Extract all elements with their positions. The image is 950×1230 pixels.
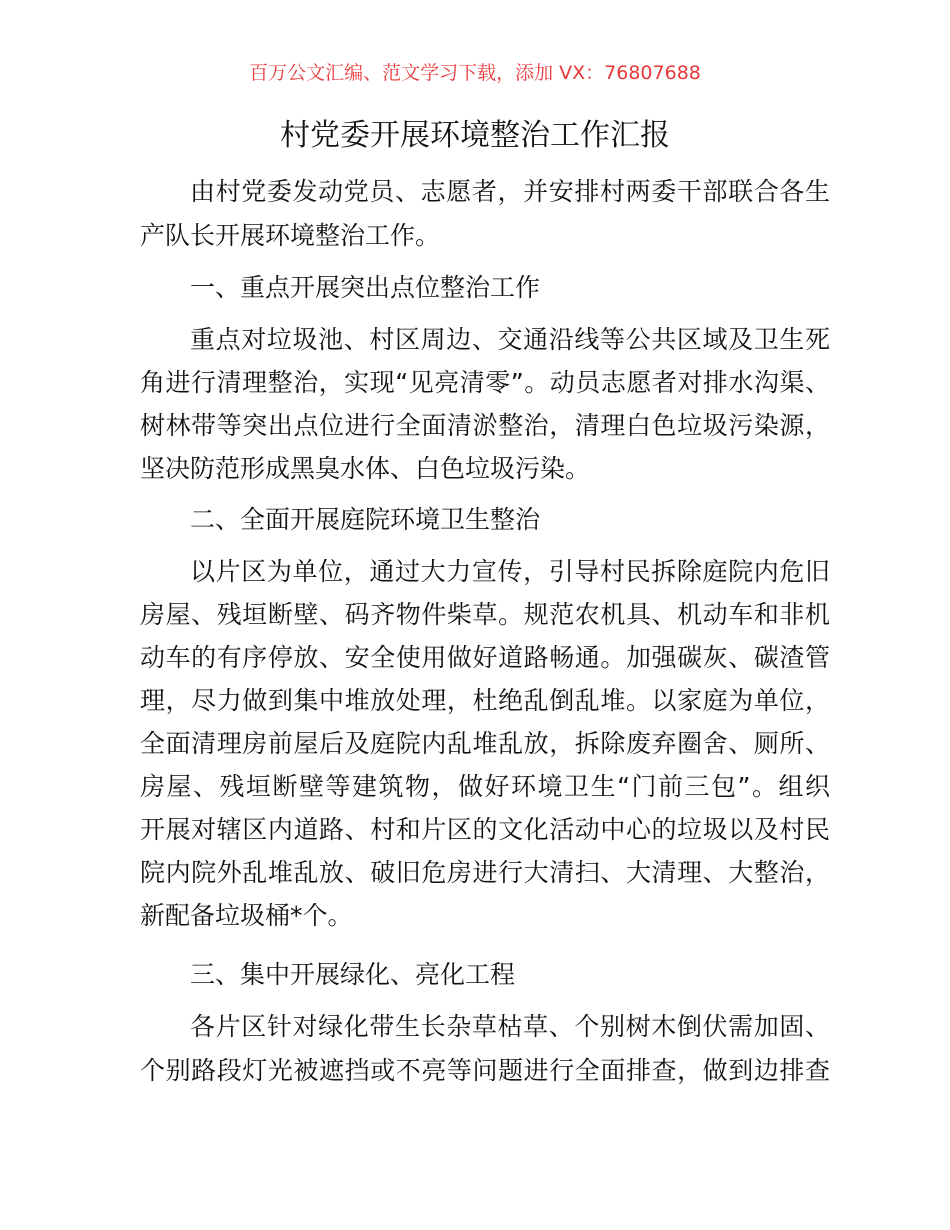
paragraph-line: 院内院外乱堆乱放、破旧危房进行大清扫、大清理、大整治， [140, 858, 830, 887]
paragraph-line: 角进行清理整治，实现“见亮清零”。动员志愿者对排水沟渠、 [140, 368, 830, 397]
paragraph-line: 以片区为单位，通过大力宣传，引导村民拆除庭院内危旧 [190, 557, 830, 586]
paragraph-line: 树林带等突出点位进行全面清淤整治，清理白色垃圾污染源， [140, 411, 830, 440]
section-heading-2: 二、全面开展庭院环境卫生整治 [190, 505, 541, 534]
paragraph-line: 新配备垃圾桶*个。 [140, 901, 353, 930]
paragraph-line: 全面清理房前屋后及庭院内乱堆乱放，拆除废弃圈舍、厕所、 [140, 729, 830, 758]
paragraph-line: 房屋、残垣断壁、码齐物件柴草。规范农机具、机动车和非机 [140, 600, 830, 629]
paragraph-line: 开展对辖区内道路、村和片区的文化活动中心的垃圾以及村民 [140, 815, 830, 844]
section-heading-1: 一、重点开展突出点位整治工作 [190, 273, 541, 302]
paragraph-line: 产队长开展环境整治工作。 [140, 221, 441, 250]
paragraph-line: 房屋、残垣断壁等建筑物，做好环境卫生“门前三包”。组织 [140, 772, 830, 801]
paragraph-line: 各片区针对绿化带生长杂草枯草、个别树木倒伏需加固、 [190, 1012, 830, 1041]
paragraph-line: 重点对垃圾池、村区周边、交通沿线等公共区域及卫生死 [190, 325, 830, 354]
paragraph-line: 个别路段灯光被遮挡或不亮等问题进行全面排查，做到边排查 [140, 1056, 830, 1085]
watermark-banner: 百万公文汇编、范文学习下载，添加 VX：76807688 [249, 62, 701, 84]
paragraph-line: 由村党委发动党员、志愿者，并安排村两委干部联合各生 [190, 177, 830, 206]
paragraph-line: 动车的有序停放、安全使用做好道路畅通。加强碳灰、碳渣管 [140, 643, 830, 672]
paragraph-line: 坚决防范形成黑臭水体、白色垃圾污染。 [140, 454, 591, 483]
paragraph-line: 理，尽力做到集中堆放处理，杜绝乱倒乱堆。以家庭为单位， [140, 686, 830, 715]
section-heading-3: 三、集中开展绿化、亮化工程 [190, 960, 516, 989]
document-title: 村党委开展环境整治工作汇报 [280, 118, 670, 153]
